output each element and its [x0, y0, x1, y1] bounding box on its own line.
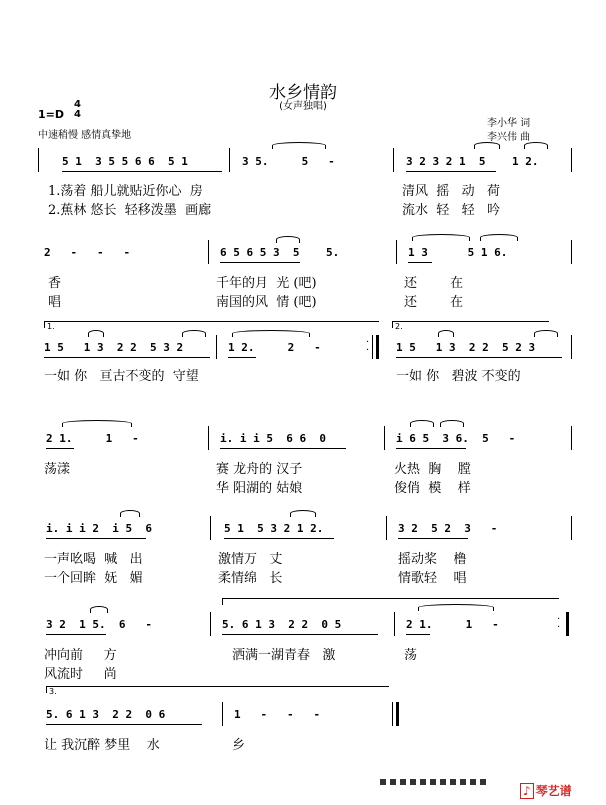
beam-underline: [220, 448, 346, 449]
beam-underline: [398, 538, 468, 539]
tie-slur: [418, 604, 494, 611]
volta-bracket-3: [46, 686, 389, 693]
lyric-verse-1: 火热 胸 膛: [394, 462, 471, 477]
lyric-verse-2: 风流时 尚: [44, 667, 117, 682]
lyric-verse-2: 柔情绵 长: [218, 571, 283, 586]
lyric-verse-2: 一个回眸 妩 媚: [44, 571, 143, 586]
beam-underline: [62, 171, 222, 172]
lyric-verse-1: 1.荡着 船儿就贴近你心 房: [48, 184, 203, 199]
tempo-marking: 中速稍慢 感情真挚地: [38, 130, 132, 141]
lyric-verse-1: 赛 龙舟的 汉子: [216, 462, 303, 477]
lyric-verse-1: 一如 你 亘古不变的 守望: [44, 369, 199, 384]
volta-bracket-1: [44, 321, 379, 328]
key-signature: 1=D: [38, 108, 65, 121]
beam-underline: [224, 538, 334, 539]
tie-slur: [272, 142, 326, 149]
measure-notes: 1 3 5 1 6.: [408, 246, 508, 259]
lyric-verse-1: 荡: [404, 648, 418, 663]
measure-notes: 5 1 3 5 5 6 6 5 1: [62, 155, 188, 168]
beam-underline: [222, 634, 378, 635]
beam-underline: [220, 262, 300, 263]
barline: [571, 240, 572, 264]
beam-underline: [406, 171, 496, 172]
volta-bracket: [222, 598, 559, 605]
barline: [571, 335, 572, 359]
tie-slur: [90, 606, 108, 613]
beam-underline: [396, 448, 466, 449]
beam-underline: [46, 448, 74, 449]
lyric-verse-1: 洒满一湖青春 激: [232, 648, 336, 663]
lyric-verse-2: 流水 轻 轻 吟: [402, 203, 501, 218]
barline: [571, 148, 572, 172]
tie-slur: [120, 510, 140, 517]
lyric-verse-1: 千年的月 光 (吧): [216, 276, 317, 291]
lyric-verse-1: 乡: [232, 738, 246, 753]
tie-slur: [534, 330, 558, 337]
barline: [396, 240, 397, 264]
footer-text-strip: [380, 779, 490, 785]
tie-slur: [88, 330, 104, 337]
measure-notes: 1 - - -: [234, 708, 321, 721]
measure-notes: i. i i 2 i 5 6: [46, 522, 152, 535]
logo-icon: ♪: [520, 783, 534, 799]
barline: [216, 335, 217, 359]
measure-notes: 1 5 1 3 2 2 5 2 3: [396, 341, 536, 354]
measure-notes: 3 2 1 5. 6 -: [46, 618, 152, 631]
barline: [393, 148, 394, 172]
tie-slur: [232, 330, 310, 337]
lyric-verse-1: 香: [48, 276, 62, 291]
barline: [208, 240, 209, 264]
beam-underline: [46, 538, 146, 539]
repeat-dots: · ·: [557, 614, 561, 633]
volta-bracket-2: [392, 321, 549, 328]
measure-notes: 3 2 3 2 1 5 1 2.: [406, 155, 539, 168]
tie-slur: [524, 142, 548, 149]
lyric-verse-2: 还 在: [404, 295, 464, 310]
lyric-verse-2: 情歌轻 唱: [398, 571, 467, 586]
tie-slur: [438, 330, 454, 337]
lyricist-credit: 李小华 词: [487, 118, 531, 129]
measure-notes: 2 1. 1 -: [46, 432, 139, 445]
barline: [386, 516, 387, 540]
beam-underline: [46, 724, 202, 725]
lyric-verse-2: 华 阳湖的 姑娘: [216, 481, 303, 496]
barline: [38, 148, 39, 172]
barline: [384, 426, 385, 450]
lyric-verse-1: 荡漾: [44, 462, 71, 477]
repeat-dots: · ·: [366, 337, 370, 356]
repeat-barline: [376, 335, 379, 359]
barline: [210, 612, 211, 636]
lyric-verse-1: 激情万 丈: [218, 552, 283, 567]
song-title: 水乡情韵: [269, 83, 337, 103]
final-barline: [396, 702, 399, 726]
time-signature-top: 4: [74, 99, 81, 110]
song-subtitle: (女声独唱): [279, 101, 327, 112]
measure-notes: i. i i 5 6 6 0: [220, 432, 326, 445]
lyric-verse-2: 唱: [48, 295, 62, 310]
tie-slur: [276, 236, 300, 243]
volta-label: 2.: [395, 322, 403, 331]
beam-underline: [228, 357, 256, 358]
measure-notes: i 6 5 3 6. 5 -: [396, 432, 516, 445]
tie-slur: [182, 330, 206, 337]
beam-underline: [44, 357, 210, 358]
beam-underline: [46, 634, 106, 635]
barline: [372, 335, 373, 359]
lyric-verse-1: 清风 摇 动 荷: [402, 184, 501, 199]
tie-slur: [480, 234, 518, 241]
measure-notes: 5 1 5 3 2 1 2.: [224, 522, 324, 535]
volta-label: 3.: [49, 687, 57, 696]
lyric-verse-2: 南国的风 情 (吧): [216, 295, 317, 310]
lyric-verse-1: 摇动桨 橹: [398, 552, 467, 567]
lyric-verse-1: 让 我沉醉 梦里 水: [44, 738, 160, 753]
measure-notes: 5. 6 1 3 2 2 0 6: [46, 708, 166, 721]
measure-notes: 3 5. 5 -: [242, 155, 335, 168]
time-signature: [74, 100, 81, 120]
repeat-barline: [566, 612, 569, 636]
measure-notes: 2 1. 1 -: [406, 618, 499, 631]
barline: [210, 516, 211, 540]
measure-notes: 2 - - -: [44, 246, 131, 259]
volta-label: 1.: [47, 322, 55, 331]
beam-underline: [406, 634, 430, 635]
barline: [571, 426, 572, 450]
lyric-verse-1: 还 在: [404, 276, 464, 291]
lyric-verse-1: 一声吆喝 喊 出: [44, 552, 143, 567]
tie-slur: [62, 420, 132, 427]
time-signature-bottom: 4: [74, 109, 81, 120]
tie-slur: [290, 510, 316, 517]
beam-underline: [396, 357, 562, 358]
tie-slur: [440, 420, 464, 427]
lyric-verse-1: 一如 你 碧波 不变的: [396, 369, 521, 384]
measure-notes: 5. 6 1 3 2 2 0 5: [222, 618, 342, 631]
barline: [571, 516, 572, 540]
barline: [222, 702, 223, 726]
tie-slur: [412, 234, 470, 241]
logo-text: 琴艺谱: [535, 784, 572, 798]
barline: [229, 148, 230, 172]
barline: [208, 426, 209, 450]
measure-notes: 1 5 1 3 2 2 5 3 2: [44, 341, 184, 354]
lyric-verse-1: 冲向前 方: [44, 648, 117, 663]
measure-notes: 3 2 5 2 3 -: [398, 522, 498, 535]
site-logo: [520, 782, 572, 799]
lyric-verse-2: 俊俏 模 样: [394, 481, 471, 496]
tie-slur: [474, 142, 500, 149]
measure-notes: 6 5 6 5 3 5 5.: [220, 246, 340, 259]
composer-credit: 李兴伟 曲: [487, 132, 531, 143]
barline: [394, 612, 395, 636]
tie-slur: [410, 420, 434, 427]
beam-underline: [408, 262, 432, 263]
barline: [392, 702, 393, 726]
measure-notes: 1 2. 2 -: [228, 341, 321, 354]
lyric-verse-2: 2.蕉林 悠长 轻移泼墨 画廊: [48, 203, 212, 218]
